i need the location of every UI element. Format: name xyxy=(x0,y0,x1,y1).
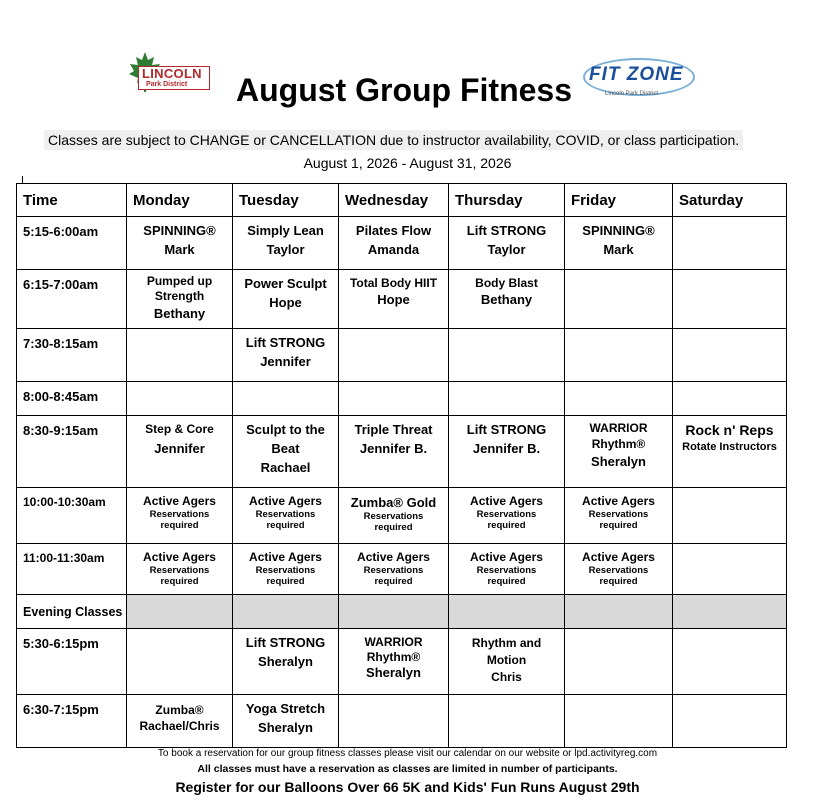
class-cell: Active Agers Reservations required xyxy=(449,488,565,544)
header-thursday: Thursday xyxy=(449,184,565,217)
table-row xyxy=(17,488,787,544)
class-cell xyxy=(565,329,673,382)
class-cell xyxy=(233,595,339,629)
class-cell: Active Agers Reservations required xyxy=(233,544,339,595)
class-cell xyxy=(127,382,233,416)
class-cell: Lift STRONG Taylor xyxy=(449,217,565,270)
class-cell: WARRIOR Rhythm® Sheralyn xyxy=(565,416,673,488)
class-cell xyxy=(673,488,787,544)
class-cell: Yoga Stretch Sheralyn xyxy=(233,695,339,748)
class-cell: Step & Core Jennifer xyxy=(127,416,233,488)
class-cell xyxy=(449,695,565,748)
class-cell xyxy=(673,695,787,748)
class-cell: Active Agers Reservations required xyxy=(339,544,449,595)
date-range: August 1, 2026 - August 31, 2026 xyxy=(303,155,512,171)
page-title: August Group Fitness xyxy=(236,72,572,108)
class-cell: Sculpt to the Beat Rachael xyxy=(233,416,339,488)
class-cell xyxy=(565,629,673,695)
class-cell xyxy=(673,270,787,329)
class-cell: Active Agers Reservations required xyxy=(565,544,673,595)
class-cell: Active Agers Reservations required xyxy=(127,488,233,544)
header-tuesday: Tuesday xyxy=(233,184,339,217)
class-cell: Active Agers Reservations required xyxy=(449,544,565,595)
header-time: Time xyxy=(17,184,127,217)
lincoln-logo-sub: Park District xyxy=(146,81,188,88)
table-row xyxy=(17,382,787,416)
time-slot: 10:00-10:30am xyxy=(17,488,127,544)
fit-zone-logo xyxy=(583,58,695,102)
class-cell: Zumba® Rachael/Chris xyxy=(127,695,233,748)
change-notice: Classes are subject to CHANGE or CANCELLATION due to instructor availability, COVID, or class participation. xyxy=(44,130,743,150)
table-row xyxy=(17,270,787,329)
time-slot: 8:00-8:45am xyxy=(17,382,127,416)
lincoln-park-district-logo xyxy=(124,52,210,94)
header-friday: Friday xyxy=(565,184,673,217)
table-header-row xyxy=(17,184,787,217)
fitzone-logo-sub: Lincoln Park District xyxy=(605,91,659,97)
evening-classes-row xyxy=(17,595,787,629)
class-cell: Simply Lean Taylor xyxy=(233,217,339,270)
class-cell: Pilates Flow Amanda xyxy=(339,217,449,270)
class-cell xyxy=(233,382,339,416)
class-cell xyxy=(673,382,787,416)
time-slot: 5:15-6:00am xyxy=(17,217,127,270)
class-cell: Active Agers Reservations required xyxy=(233,488,339,544)
class-cell xyxy=(339,329,449,382)
class-cell: Power Sculpt Hope xyxy=(233,270,339,329)
class-cell: Lift STRONG Jennifer xyxy=(233,329,339,382)
class-cell: WARRIOR Rhythm® Sheralyn xyxy=(339,629,449,695)
class-cell xyxy=(565,382,673,416)
class-cell xyxy=(673,544,787,595)
class-cell: Lift STRONG Jennifer B. xyxy=(449,416,565,488)
class-cell xyxy=(449,329,565,382)
class-cell xyxy=(673,595,787,629)
class-cell xyxy=(565,695,673,748)
time-slot: 5:30-6:15pm xyxy=(17,629,127,695)
class-cell xyxy=(673,629,787,695)
class-cell xyxy=(449,382,565,416)
class-cell xyxy=(127,595,233,629)
class-cell: SPINNING® Mark xyxy=(565,217,673,270)
class-cell xyxy=(127,329,233,382)
class-cell: Rock n' Reps Rotate Instructors xyxy=(673,416,787,488)
class-cell xyxy=(339,695,449,748)
table-row xyxy=(17,629,787,695)
class-cell xyxy=(565,595,673,629)
class-cell: Active Agers Reservations required xyxy=(127,544,233,595)
reservation-requirement: All classes must have a reservation as classes are limited in number of participants. xyxy=(197,763,618,775)
header-monday: Monday xyxy=(127,184,233,217)
time-slot: 6:30-7:15pm xyxy=(17,695,127,748)
time-slot: 8:30-9:15am xyxy=(17,416,127,488)
class-cell xyxy=(449,595,565,629)
reservation-info: To book a reservation for our group fitness classes please visit our calendar on our website or lpd.activityreg.com xyxy=(157,748,658,759)
class-cell xyxy=(339,382,449,416)
class-cell xyxy=(565,270,673,329)
table-row xyxy=(17,217,787,270)
evening-classes-label: Evening Classes xyxy=(17,595,127,629)
schedule-table xyxy=(16,183,787,748)
header-wednesday: Wednesday xyxy=(339,184,449,217)
race-registration-notice: Register for our Balloons Over 66 5K and Kids' Fun Runs August 29th xyxy=(175,779,640,795)
fitzone-logo-name: FIT ZONE xyxy=(589,64,684,85)
class-cell: Zumba® Gold Reservations required xyxy=(339,488,449,544)
table-row xyxy=(17,416,787,488)
table-row xyxy=(17,544,787,595)
class-cell: Rhythm and Motion Chris xyxy=(449,629,565,695)
time-slot: 7:30-8:15am xyxy=(17,329,127,382)
class-cell xyxy=(673,217,787,270)
class-cell: SPINNING® Mark xyxy=(127,217,233,270)
class-cell xyxy=(673,329,787,382)
table-row xyxy=(17,695,787,748)
class-cell xyxy=(127,629,233,695)
class-cell: Pumped up Strength Bethany xyxy=(127,270,233,329)
time-slot: 6:15-7:00am xyxy=(17,270,127,329)
class-cell: Active Agers Reservations required xyxy=(565,488,673,544)
class-cell: Total Body HIIT Hope xyxy=(339,270,449,329)
lincoln-logo-name: LINCOLN xyxy=(142,66,202,81)
class-cell: Triple Threat Jennifer B. xyxy=(339,416,449,488)
class-cell: Lift STRONG Sheralyn xyxy=(233,629,339,695)
header-saturday: Saturday xyxy=(673,184,787,217)
table-row xyxy=(17,329,787,382)
class-cell xyxy=(339,595,449,629)
class-cell: Body Blast Bethany xyxy=(449,270,565,329)
time-slot: 11:00-11:30am xyxy=(17,544,127,595)
